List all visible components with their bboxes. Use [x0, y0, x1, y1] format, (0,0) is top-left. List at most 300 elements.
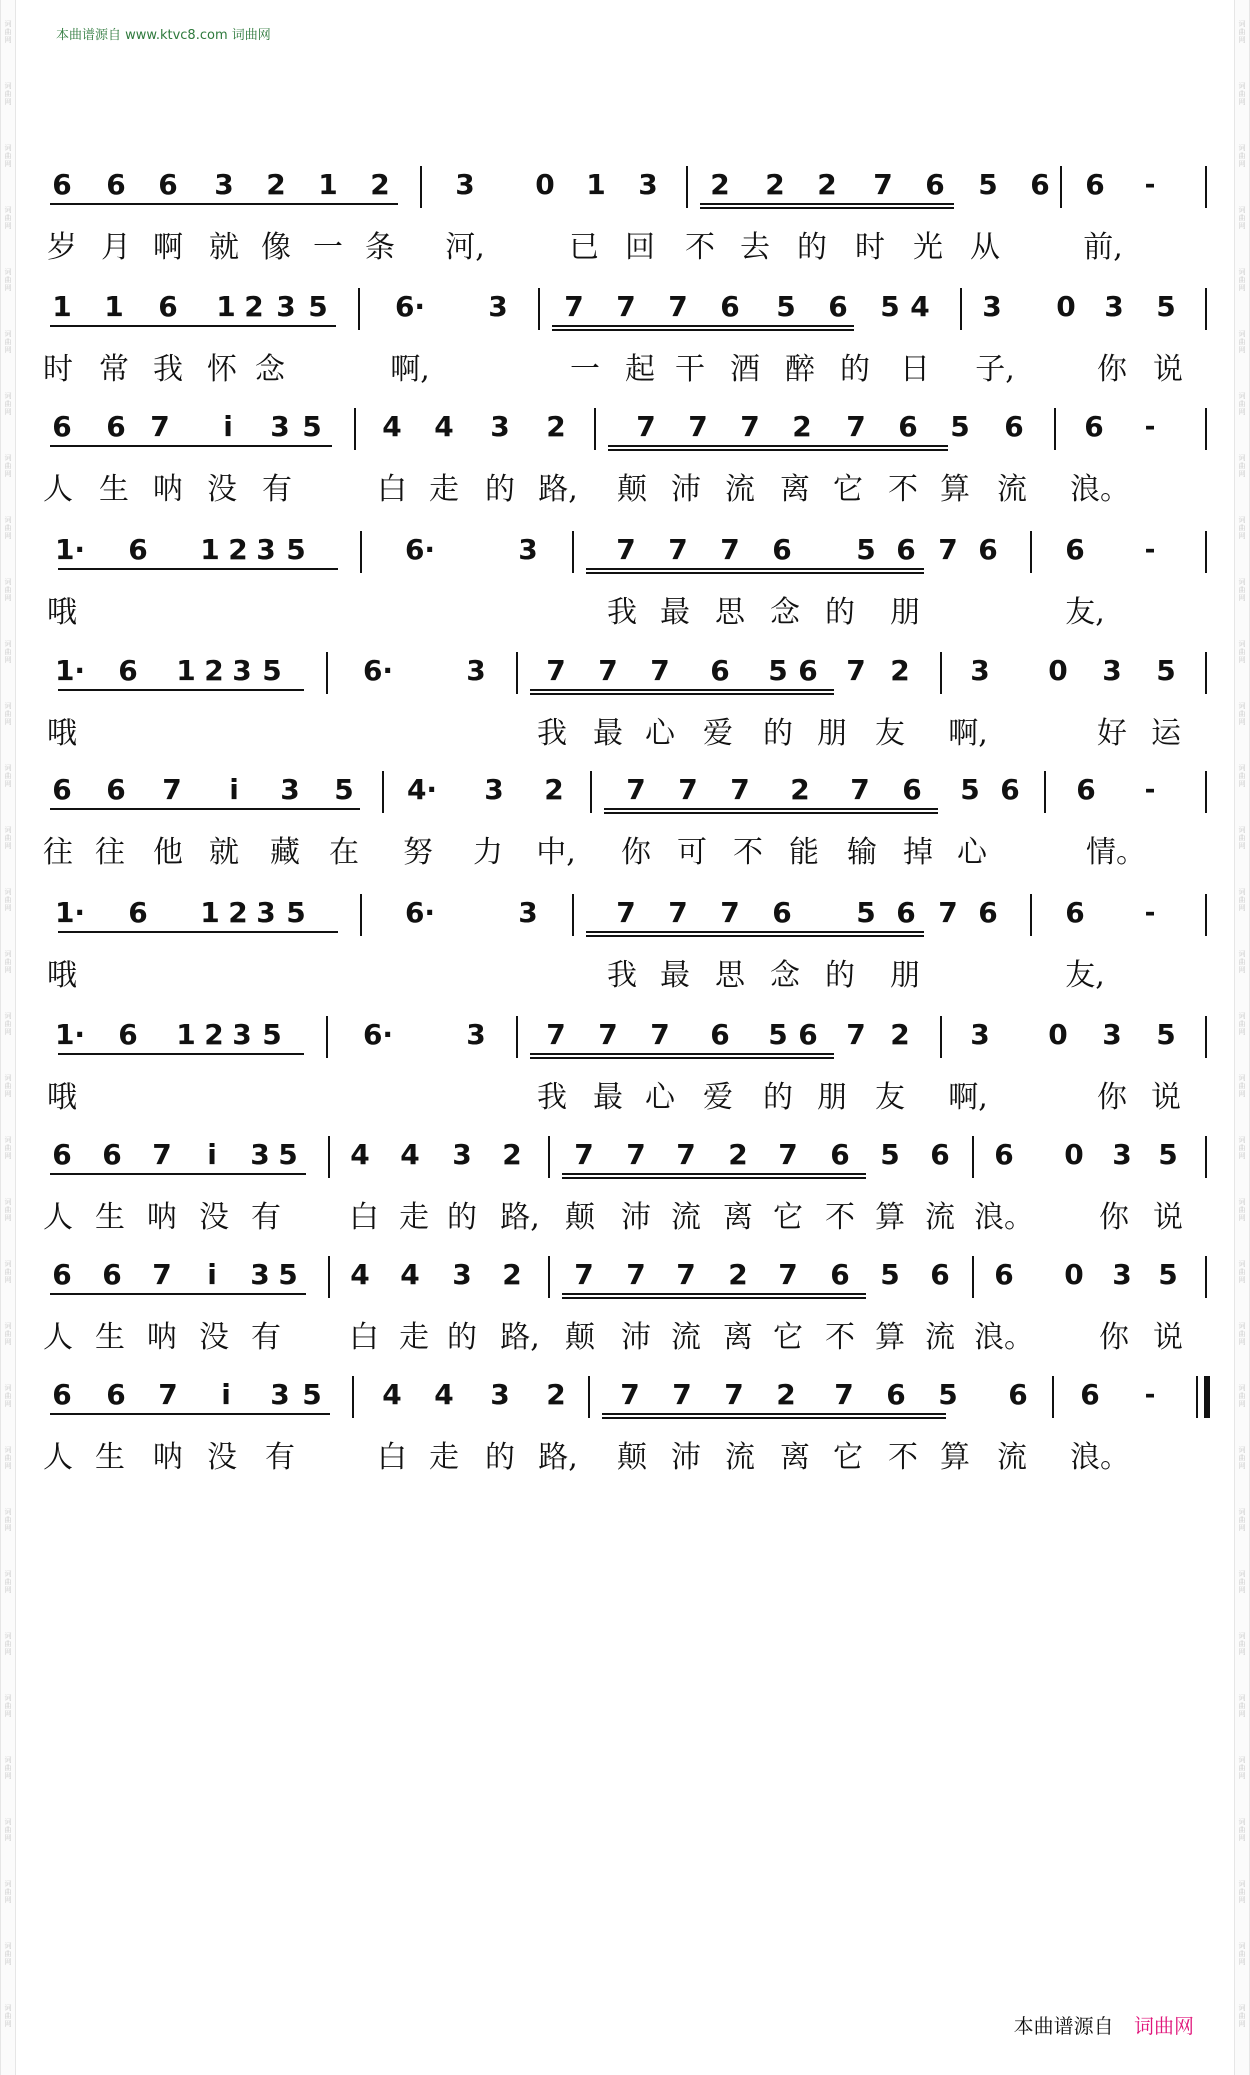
lyric-char: 浪。	[974, 1320, 1034, 1355]
watermark-text: 词曲网	[4, 888, 12, 912]
lyric-char: 子,	[975, 352, 1015, 387]
lyric-char: 藏	[270, 835, 300, 870]
note: 6	[830, 1258, 850, 1291]
note: 6	[710, 654, 730, 687]
beam-underline	[562, 1177, 866, 1179]
note: 2	[544, 773, 564, 806]
note: 1	[216, 290, 236, 323]
note: 5	[856, 533, 876, 566]
watermark-text: 词曲网	[4, 516, 12, 540]
lyric-char: 没	[207, 472, 237, 507]
note: i	[207, 1258, 217, 1291]
note: 7	[873, 168, 893, 201]
beam-underline	[562, 1173, 866, 1175]
barline	[360, 531, 362, 573]
lyric-char: 流	[997, 1440, 1027, 1475]
note: 3	[452, 1258, 472, 1291]
note: 7	[626, 1138, 646, 1171]
lyric-char: 它	[833, 472, 863, 507]
note: 5	[278, 1258, 298, 1291]
note: 0	[535, 168, 555, 201]
lyric-char: 不	[888, 472, 918, 507]
watermark-text: 词曲网	[1238, 454, 1246, 478]
watermark-text: 词曲网	[4, 144, 12, 168]
lyric-char: 流	[671, 1320, 701, 1355]
note: 5	[776, 290, 796, 323]
lyric-char: 心	[957, 835, 987, 870]
note: 7	[850, 773, 870, 806]
watermark-text: 词曲网	[1238, 1570, 1246, 1594]
watermark-text: 词曲网	[1238, 1632, 1246, 1656]
lyric-char: 流	[725, 1440, 755, 1475]
watermark-text: 词曲网	[1238, 2004, 1246, 2028]
lyric-char: 前,	[1083, 230, 1123, 265]
note: 3	[455, 168, 475, 201]
note: 2	[546, 1378, 566, 1411]
note: 7	[730, 773, 750, 806]
note: 6	[772, 896, 792, 929]
barline	[548, 1136, 550, 1178]
lyric-char: 力	[473, 835, 503, 870]
lyric-char: 输	[847, 835, 877, 870]
lyric-char: 呐	[153, 1440, 183, 1475]
lyric-char: 条	[365, 230, 395, 265]
barline	[516, 1016, 518, 1058]
note: 3	[518, 896, 538, 929]
footer-source-label: 本曲谱源自	[1013, 2014, 1114, 2038]
lyric-char: 朋	[890, 595, 920, 630]
watermark-text: 词曲网	[1238, 268, 1246, 292]
lyric-char: 情。	[1086, 835, 1146, 870]
note: 7	[598, 654, 618, 687]
watermark-text: 词曲网	[4, 702, 12, 726]
lyric-char: 往	[95, 835, 125, 870]
barline	[420, 166, 422, 208]
lyric-char: 运	[1151, 716, 1181, 751]
lyric-char: 思	[715, 958, 745, 993]
lyric-char: 说	[1153, 1200, 1183, 1235]
note: 2	[792, 410, 812, 443]
lyric-char: 我	[607, 958, 637, 993]
note: 0	[1048, 1018, 1068, 1051]
note: 6	[106, 1378, 126, 1411]
lyric-char: 日	[900, 352, 930, 387]
note: 2	[266, 168, 286, 201]
note: 2	[776, 1378, 796, 1411]
note: 6	[994, 1138, 1014, 1171]
lyric-char: 在	[329, 835, 359, 870]
note: 7	[668, 290, 688, 323]
note: 5	[334, 773, 354, 806]
note: 4	[910, 290, 930, 323]
note: 7	[636, 410, 656, 443]
barline	[326, 1016, 328, 1058]
lyric-char: 流	[997, 472, 1027, 507]
barline	[360, 894, 362, 936]
note: i	[229, 773, 239, 806]
lyric-char: 心	[645, 1080, 675, 1115]
watermark-text: 词曲网	[4, 1942, 12, 1966]
barline	[516, 652, 518, 694]
lyric-char: 酒	[730, 352, 760, 387]
note: 5	[1156, 290, 1176, 323]
beam-underline	[552, 329, 854, 331]
note: 5	[1158, 1138, 1178, 1171]
note: 1	[200, 896, 220, 929]
barline	[1054, 408, 1056, 450]
barline	[358, 288, 360, 330]
lyric-char: 路,	[538, 1440, 578, 1475]
beam-underline	[562, 1293, 866, 1295]
note: 6	[52, 1378, 72, 1411]
barline	[588, 1376, 590, 1418]
note: 7	[676, 1138, 696, 1171]
lyric-char: 离	[723, 1320, 753, 1355]
note: 5	[880, 1258, 900, 1291]
note: 7	[676, 1258, 696, 1291]
barline	[1205, 408, 1207, 450]
lyric-char: 离	[780, 472, 810, 507]
lyric-char: 说	[1151, 1080, 1181, 1115]
note: 2	[244, 290, 264, 323]
watermark-text: 词曲网	[1238, 1942, 1246, 1966]
barline	[1205, 166, 1207, 208]
note: 3	[276, 290, 296, 323]
lyric-char: 人	[43, 1320, 73, 1355]
note: 3	[232, 654, 252, 687]
note: 6·	[394, 290, 426, 323]
lyric-char: 人	[43, 472, 73, 507]
lyric-char: 最	[660, 595, 690, 630]
lyric-char: 不	[825, 1200, 855, 1235]
lyric-char: 走	[399, 1320, 429, 1355]
lyric-char: 流	[671, 1200, 701, 1235]
note: 3	[970, 654, 990, 687]
barline	[572, 894, 574, 936]
note: 1	[318, 168, 338, 201]
note: 6	[106, 410, 126, 443]
note: 5	[302, 1378, 322, 1411]
watermark-text: 词曲网	[4, 1012, 12, 1036]
barline	[940, 1016, 942, 1058]
note: 4	[382, 1378, 402, 1411]
barline	[972, 1256, 974, 1298]
lyric-char: 念	[770, 595, 800, 630]
note: 2	[204, 1018, 224, 1051]
lyric-char: 怀	[207, 352, 237, 387]
note: 7	[546, 1018, 566, 1051]
beam-underline	[700, 203, 954, 205]
note: 2	[728, 1138, 748, 1171]
note: 6	[898, 410, 918, 443]
note: 7	[616, 290, 636, 323]
note: 4	[400, 1258, 420, 1291]
beam-underline	[586, 931, 924, 933]
note: 5	[278, 1138, 298, 1171]
note: 3	[256, 533, 276, 566]
note: 6	[158, 290, 178, 323]
note: 6	[930, 1258, 950, 1291]
beam-underline	[50, 445, 332, 447]
note: 1	[176, 654, 196, 687]
lyric-char: 哦	[47, 595, 77, 630]
note: 6	[720, 290, 740, 323]
note: 5	[286, 896, 306, 929]
lyric-char: 浪。	[974, 1200, 1034, 1235]
note: 2	[204, 654, 224, 687]
extension-dash: -	[1144, 412, 1156, 442]
lyric-char: 哦	[47, 1080, 77, 1115]
lyric-char: 光	[913, 230, 943, 265]
lyric-char: 的	[825, 595, 855, 630]
note: 2	[890, 654, 910, 687]
note: 7	[546, 654, 566, 687]
watermark-text: 词曲网	[1238, 1012, 1246, 1036]
lyric-char: 啊	[153, 230, 183, 265]
note: 6	[106, 168, 126, 201]
lyric-char: 有	[251, 1320, 281, 1355]
beam-underline	[604, 812, 938, 814]
footer-site-link[interactable]: 词曲网	[1134, 2014, 1194, 2038]
note: 3	[1112, 1258, 1132, 1291]
note: 2	[502, 1258, 522, 1291]
note: 5	[938, 1378, 958, 1411]
watermark-text: 词曲网	[4, 1694, 12, 1718]
lyric-char: 你	[621, 835, 651, 870]
watermark-text: 词曲网	[4, 454, 12, 478]
lyric-char: 算	[940, 1440, 970, 1475]
note: 7	[668, 896, 688, 929]
note: 6	[896, 896, 916, 929]
note: 3	[490, 1378, 510, 1411]
lyric-char: 不	[733, 835, 763, 870]
watermark-text: 词曲网	[4, 764, 12, 788]
final-barline	[1204, 1376, 1210, 1418]
lyric-char: 算	[875, 1320, 905, 1355]
lyric-char: 人	[43, 1200, 73, 1235]
lyric-char: 你	[1097, 1080, 1127, 1115]
note: 6	[798, 1018, 818, 1051]
note: 0	[1064, 1258, 1084, 1291]
lyric-char: 像	[261, 230, 291, 265]
lyric-char: 心	[645, 716, 675, 751]
note: 4	[400, 1138, 420, 1171]
note: 3	[452, 1138, 472, 1171]
watermark-text: 词曲网	[4, 1756, 12, 1780]
watermark-text: 词曲网	[4, 950, 12, 974]
watermark-text: 词曲网	[4, 1508, 12, 1532]
beam-underline	[50, 1173, 306, 1175]
note: 3	[232, 1018, 252, 1051]
lyric-char: 努	[403, 835, 433, 870]
note: 3	[970, 1018, 990, 1051]
watermark-text: 词曲网	[4, 206, 12, 230]
note: 5	[308, 290, 328, 323]
note: 6	[710, 1018, 730, 1051]
footer	[1014, 2010, 1194, 2039]
note: 6	[158, 168, 178, 201]
note: 6	[128, 896, 148, 929]
lyric-char: 时	[855, 230, 885, 265]
note: 7	[668, 533, 688, 566]
note: i	[221, 1378, 231, 1411]
lyric-char: 人	[43, 1440, 73, 1475]
note: 6	[830, 1138, 850, 1171]
lyric-char: 啊,	[948, 1080, 988, 1115]
watermark-text: 词曲网	[1238, 1446, 1246, 1470]
note: 6	[978, 533, 998, 566]
note: 7	[152, 1258, 172, 1291]
watermark-text: 词曲网	[1238, 888, 1246, 912]
lyric-char: 去	[740, 230, 770, 265]
note: 2	[765, 168, 785, 201]
note: 6	[52, 1258, 72, 1291]
header-source-text: 本曲谱源自 www.ktvc8.com 词曲网	[56, 28, 271, 43]
watermark-text: 词曲网	[4, 330, 12, 354]
note: 2	[890, 1018, 910, 1051]
lyric-char: 爱	[703, 716, 733, 751]
watermark-text: 词曲网	[4, 1880, 12, 1904]
note: 6	[994, 1258, 1014, 1291]
beam-underline	[602, 1413, 946, 1415]
lyric-char: 没	[199, 1200, 229, 1235]
lyric-char: 白	[377, 472, 407, 507]
note: 6	[1008, 1378, 1028, 1411]
note: 6	[128, 533, 148, 566]
note: 1	[52, 290, 72, 323]
lyric-char: 有	[265, 1440, 295, 1475]
note: 2	[228, 533, 248, 566]
lyric-char: 岁	[47, 230, 77, 265]
note: 7	[938, 896, 958, 929]
note: 3	[466, 654, 486, 687]
lyric-char: 中,	[536, 835, 576, 870]
watermark-text: 词曲网	[1238, 764, 1246, 788]
lyric-char: 的	[447, 1200, 477, 1235]
barline	[1196, 1376, 1198, 1418]
watermark-text: 词曲网	[4, 640, 12, 664]
beam-underline	[530, 1053, 834, 1055]
note: 3	[256, 896, 276, 929]
lyric-char: 流	[925, 1200, 955, 1235]
note: 6	[902, 773, 922, 806]
note: 7	[720, 533, 740, 566]
note: 6·	[404, 896, 436, 929]
lyric-char: 沛	[671, 472, 701, 507]
watermark-text: 词曲网	[1238, 1384, 1246, 1408]
watermark-text: 词曲网	[1238, 1880, 1246, 1904]
note: 7	[564, 290, 584, 323]
note: 6	[102, 1258, 122, 1291]
note: 6	[1000, 773, 1020, 806]
watermark-text: 词曲网	[4, 1198, 12, 1222]
lyric-char: 有	[262, 472, 292, 507]
note: 7	[724, 1378, 744, 1411]
note: i	[207, 1138, 217, 1171]
note: 6	[772, 533, 792, 566]
note: 5	[880, 290, 900, 323]
watermark-text: 词曲网	[1238, 702, 1246, 726]
beam-underline	[58, 931, 338, 933]
note: 7	[162, 773, 182, 806]
note: 3	[1102, 1018, 1122, 1051]
beam-underline	[530, 1057, 834, 1059]
note: 6	[1065, 896, 1085, 929]
note: 6	[1080, 1378, 1100, 1411]
lyric-char: 流	[725, 472, 755, 507]
lyric-char: 时	[43, 352, 73, 387]
lyric-char: 白	[377, 1440, 407, 1475]
lyric-char: 掉	[903, 835, 933, 870]
note: 6	[1085, 168, 1105, 201]
lyric-char: 颠	[617, 472, 647, 507]
note: 7	[846, 654, 866, 687]
lyric-char: 思	[715, 595, 745, 630]
beam-underline	[58, 1053, 304, 1055]
note: 7	[846, 1018, 866, 1051]
lyric-char: 友	[875, 1080, 905, 1115]
lyric-char: 朋	[890, 958, 920, 993]
note: 3	[490, 410, 510, 443]
note: 6	[828, 290, 848, 323]
watermark-text: 词曲网	[1238, 20, 1246, 44]
lyric-char: 没	[199, 1320, 229, 1355]
note: 6	[1065, 533, 1085, 566]
note: 3	[1102, 654, 1122, 687]
note: 7	[598, 1018, 618, 1051]
barline	[1205, 531, 1207, 573]
note: 7	[158, 1378, 178, 1411]
barline	[354, 408, 356, 450]
note: 3	[484, 773, 504, 806]
lyric-char: 有	[251, 1200, 281, 1235]
note: 2	[790, 773, 810, 806]
watermark-text: 词曲网	[1238, 1074, 1246, 1098]
lyric-char: 起	[625, 352, 655, 387]
watermark-text: 词曲网	[4, 578, 12, 602]
lyric-char: 最	[593, 1080, 623, 1115]
beam-underline	[50, 1413, 330, 1415]
note: 7	[650, 654, 670, 687]
barline	[940, 652, 942, 694]
barline	[1205, 894, 1207, 936]
note: 6	[896, 533, 916, 566]
note: 7	[626, 1258, 646, 1291]
note: 6	[52, 410, 72, 443]
watermark-text: 词曲网	[1238, 1322, 1246, 1346]
note: 6	[925, 168, 945, 201]
note: 4	[382, 410, 402, 443]
watermark-text: 词曲网	[4, 1446, 12, 1470]
note: 2	[710, 168, 730, 201]
lyric-char: 干	[675, 352, 705, 387]
lyric-char: 已	[569, 230, 599, 265]
note: 2	[370, 168, 390, 201]
lyric-char: 醉	[785, 352, 815, 387]
beam-underline	[552, 325, 854, 327]
note: 5	[856, 896, 876, 929]
barline	[1030, 531, 1032, 573]
barline	[326, 652, 328, 694]
lyric-char: 往	[43, 835, 73, 870]
note: 7	[574, 1258, 594, 1291]
note: 7	[152, 1138, 172, 1171]
lyric-char: 走	[399, 1200, 429, 1235]
lyric-char: 就	[209, 835, 239, 870]
barline	[594, 408, 596, 450]
note: 6	[930, 1138, 950, 1171]
lyric-char: 生	[95, 1440, 125, 1475]
